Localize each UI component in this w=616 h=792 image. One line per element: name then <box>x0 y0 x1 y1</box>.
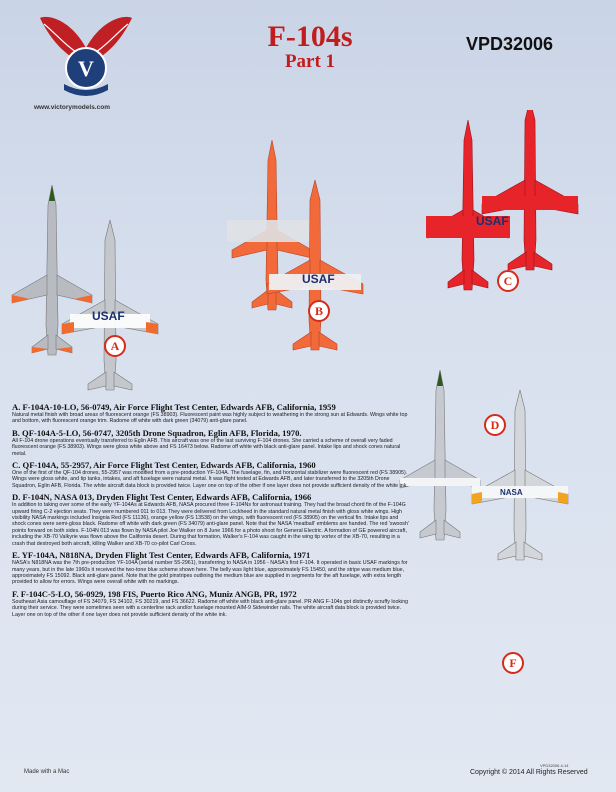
entry-b-body: All F-104 drone operations eventually transferred to Eglin AFB. This aircraft was one of the last surviving F-104 drones. She carried a scheme of overall very faded fluorescent orange (FS 38903). Wings were gloss white above and FS 16473 below. Radome off white with black anti-glare panel. Intake lips and shock cones natural metal. <box>12 437 401 457</box>
marking-usaf-b: USAF <box>302 272 335 286</box>
entry-a-title: A. F-104A-10-LO, 56-0749, Air Force Flight Test Center, Edwards AFB, California, 1959 <box>12 402 336 412</box>
entry-f-title: F. F-104C-5-LO, 56-0929, 198 FIS, Puerto Rico ANG, Muniz ANGB, PR, 1972 <box>12 588 297 599</box>
footer-sheet-code: VPD32006 4-14 <box>540 763 569 768</box>
entry-d-body: In addition to taking over some of the early YF-104As at Edwards AFB, NASA procured three F-104Ns for astronaut training. They had the broad chord fin of the F-104G upward firing C-2 ejection seats. They were numbered 011 to 013. They were delivered from Lockheed in the standard natural metal finish with gloss white wings. High visibility NASA markings included Insignia Red (FS 11136), orange yellow (FS 13538) on the wings, with fluorescent red (FS 38905) on the vertical fin. Intake lips and shock cones were semi-gloss black. Radome off white with dark green (FS 34079) anti-glare panel. Note that the NASA 'meatball' emblems are handed. The red 'swoosh' points forward on both sides. F-104N 013 was flown by NASA pilot Joe Walker on 8 June 1966 for a photo shoot for General Electric. A formation of GE powered aircraft, including the XB-70 Valkyrie was flown above the California desert. During that formation, Walker's F-104 was caught in the wing tip vortex of the XB-70, resulting in a crash that destroyed both aircraft, killing Walker and XB-70 co-pilot Carl Cross. <box>12 502 409 547</box>
entry-d-title: D. F-104N, NASA 013, Dryden Flight Test Center, Edwards AFB, California, 1966 <box>12 492 312 503</box>
scheme-descriptions <box>12 402 412 621</box>
title-main: F-104s <box>267 20 353 53</box>
entry-e <box>12 550 412 586</box>
entry-a-body: Natural metal finish with broad areas of fluorescent orange (FS 38903). Fluorescent paint was highly subject to weathering in the strong sun at Edwards. Wings white top and bottom, with fluorescent orange trim. Radome off white with dark green (34079) anti-glare panel. <box>12 412 408 425</box>
entry-e-title: E. YF-104A, N818NA, Dryden Flight Test Center, Edwards AFB, California, 1971 <box>12 550 311 561</box>
profile-d-bottom <box>472 390 568 560</box>
badge-a: A <box>104 335 126 357</box>
victory-models-logo <box>36 10 136 102</box>
entry-c <box>12 460 412 489</box>
badge-d: D <box>484 414 506 436</box>
website-url[interactable]: www.victorymodels.com <box>34 104 110 111</box>
profile-a-bottom <box>62 220 158 390</box>
entry-e-body: NASA's N818NA was the 7th pre-production YF-104A (serial number 55-2961), transferring to NASA in 1956 - NASA's first F-104. It operated in basic USAF markings for many years, but in the late 1960s it received the two-tone blue scheme shown here. The belly was light blue, approximately FS 15450, and the stripe was medium blue, approximately FS 15092. Black anti-glare panel. Note that the gold pinstripes outlining the medium blue are supplied in segments for the aft fuselage, with extra length provided to allow for errors. Wings were overall white with no markings. <box>12 560 408 586</box>
entry-c-title: C. QF-104A, 55-2957, Air Force Flight Test Center, Edwards AFB, California, 1960 <box>12 460 316 471</box>
marking-usaf-a: USAF <box>92 309 125 323</box>
svg-text:V: V <box>78 56 94 81</box>
entry-c-body: One of the first of the QF-104 drones, 55-2957 was modified from a pre-production YF-104A. The fuselage, fin, and horizontal stabilizer were fluorescent red (FS 38905). Wings were gloss white, and tip tanks, intakes, and aft fuselage were natural metal. It was flight tested at Edwards AFB, and later transferred to the 3205th Drone Squadron, Eglin AFB, Florida. The white aircraft data block is provided twice. Layer one on top of the other if one layer does not provide sufficient density of the white ink. <box>12 470 408 489</box>
entry-d <box>12 492 412 547</box>
title-part: Part 1 <box>284 51 336 72</box>
entry-b-title: B. QF-104A-5-LO, 56-0747, 3205th Drone Squadron, Eglin AFB, Florida, 1970. <box>12 427 302 438</box>
entry-a <box>12 402 412 425</box>
entry-f-body: Southeast Asia camouflage of FS 34079, FS 34102, FS 30219, and FS 36622. Radome off white with black anti-glare panel. PR ANG F-104s got distinctly scruffy looking during their service. They were sometimes seen with a centerline rack and/or fuselage mounted AIM-9 Sidewinder rails. The white aircraft data block is provided twice. Layer one on top of the other if one layer does not provide sufficient density of the white ink. <box>12 598 409 618</box>
sheet-title <box>255 22 365 72</box>
made-with-mac: Made with a Mac <box>24 769 70 775</box>
profile-b-bottom <box>267 180 363 350</box>
profile-c-bottom <box>482 110 578 270</box>
badge-f: F <box>502 652 524 674</box>
entry-f <box>12 589 412 618</box>
marking-nasa-d: NASA <box>500 488 523 497</box>
profile-d-top <box>400 370 480 540</box>
product-code: VPD32006 <box>466 34 554 54</box>
badge-c: C <box>497 270 519 292</box>
marking-usaf-c: USAF <box>476 214 509 228</box>
entry-b <box>12 428 412 457</box>
badge-b: B <box>308 300 330 322</box>
copyright: Copyright © 2014 All Rights Reserved <box>470 769 588 776</box>
